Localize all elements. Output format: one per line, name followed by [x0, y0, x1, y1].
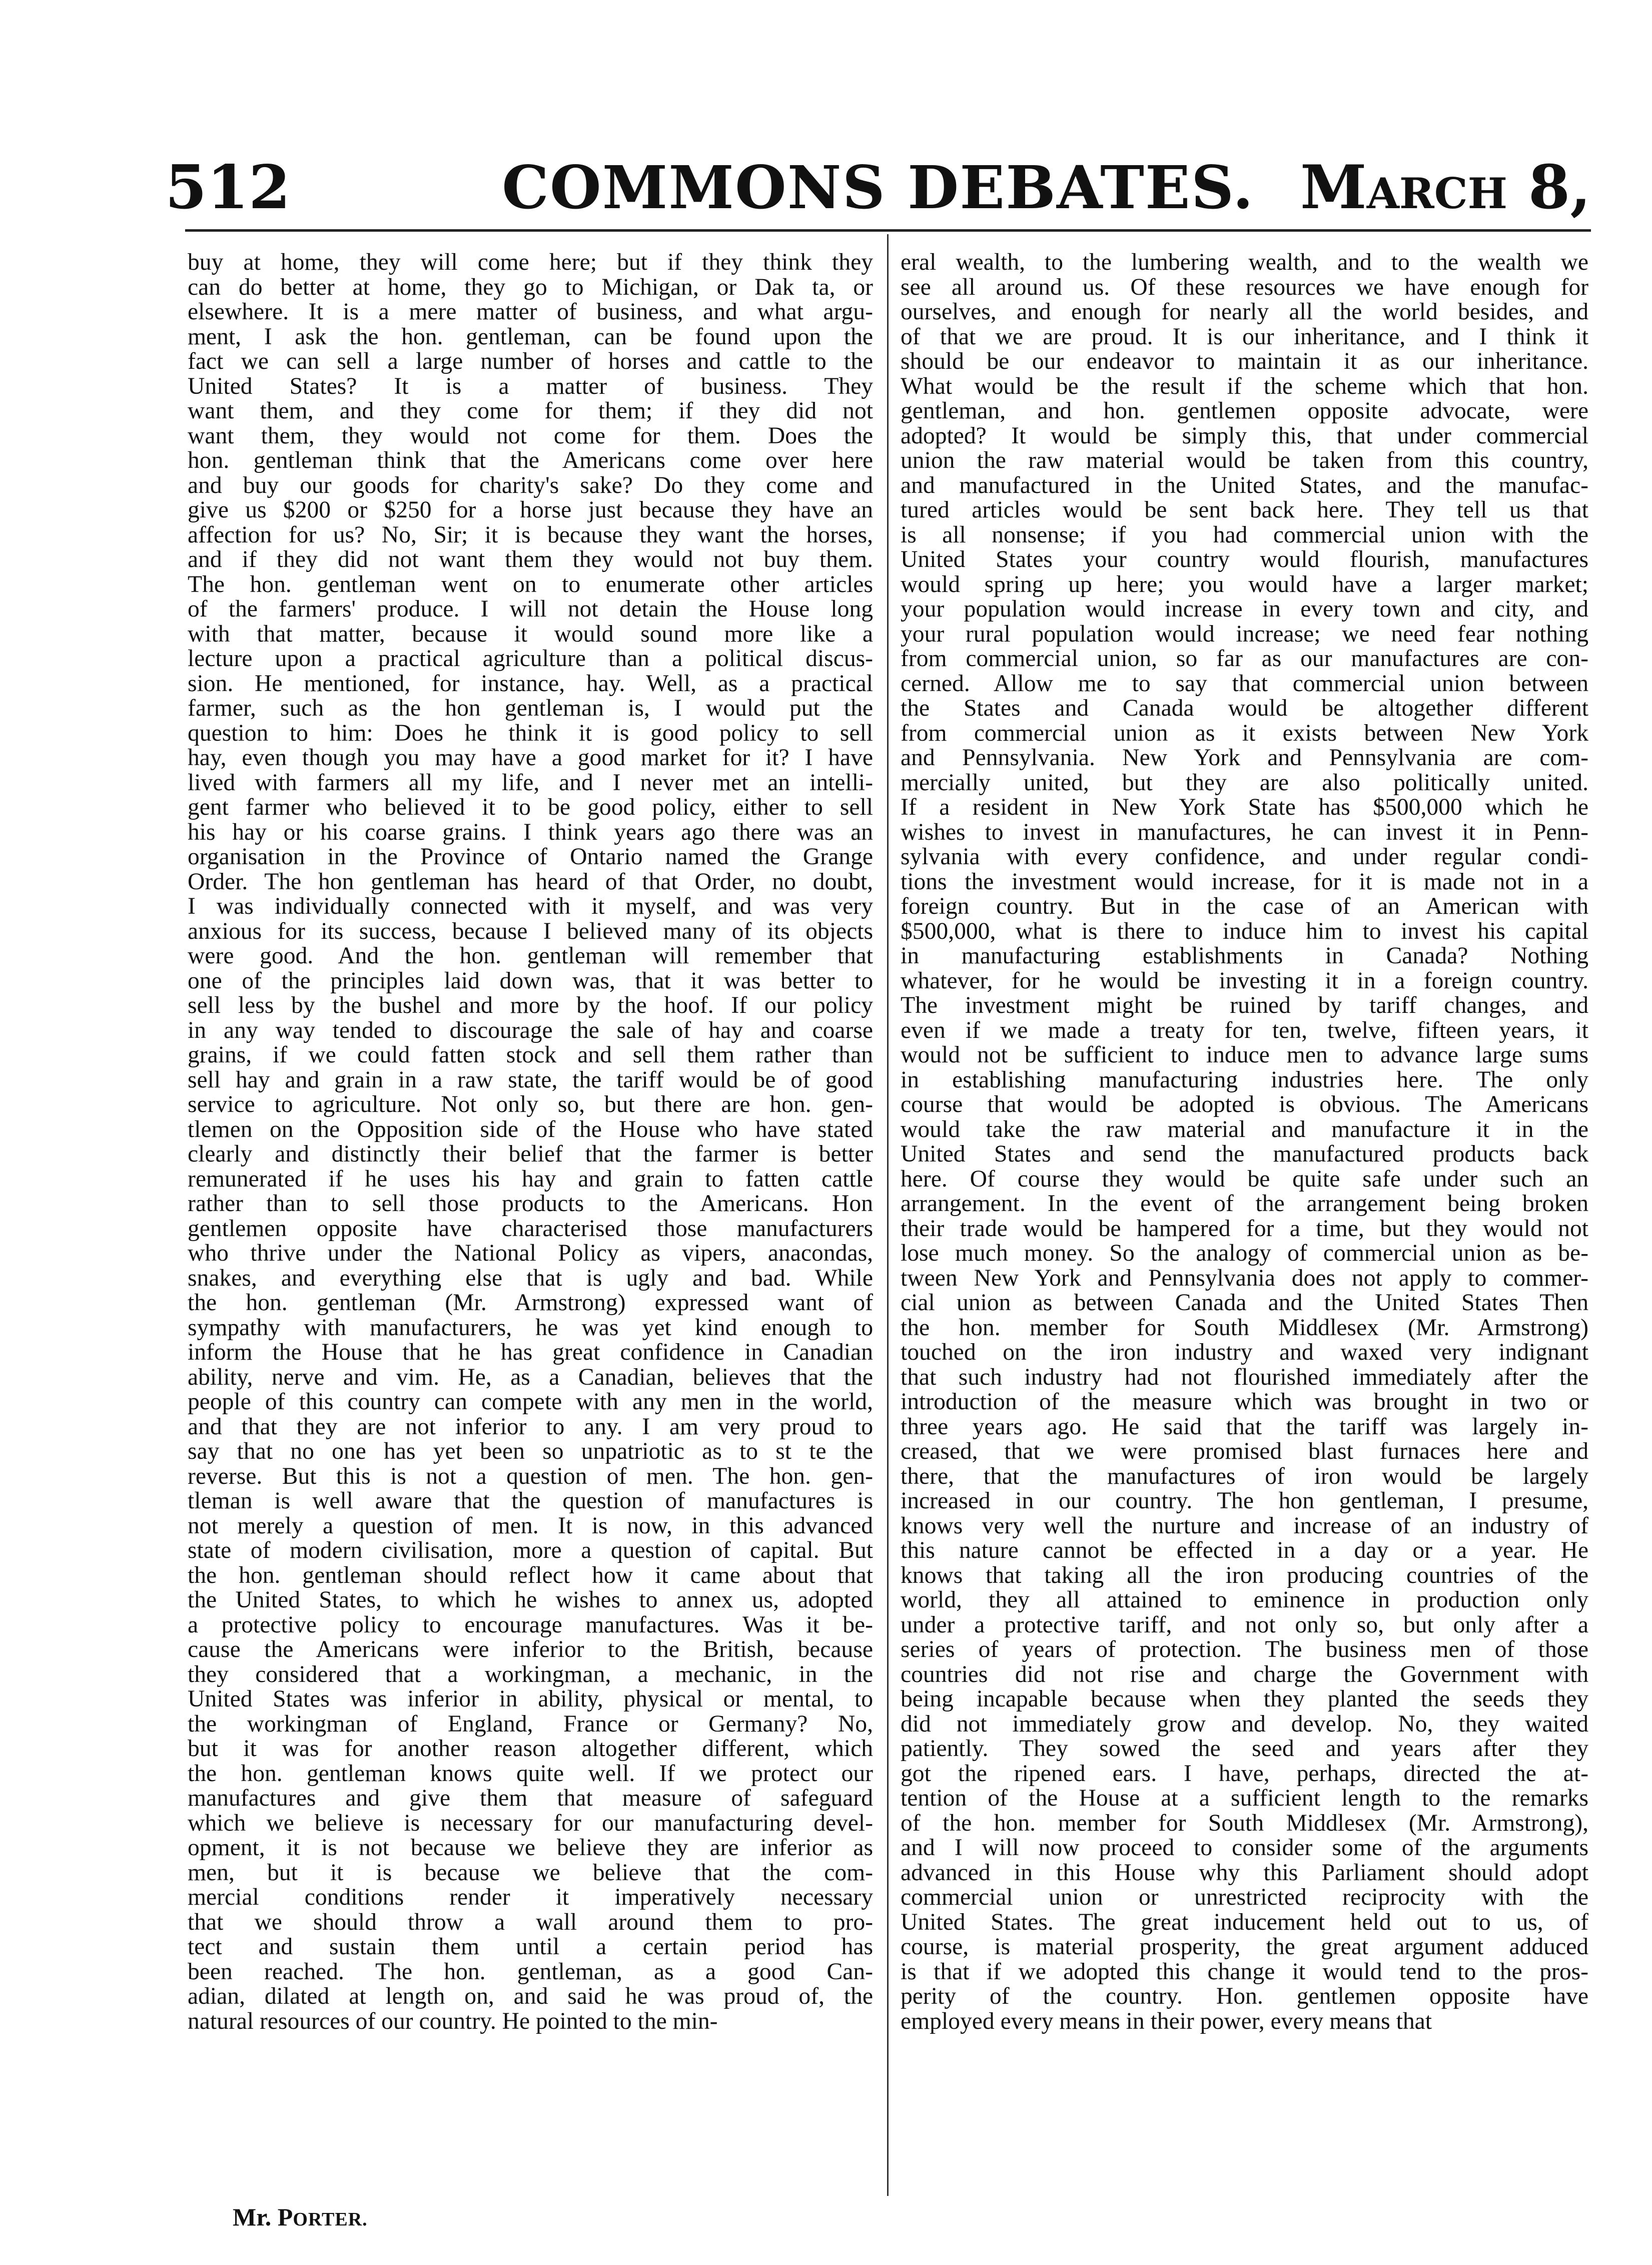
text-line: adian, dilated at length on, and said he was proud of, the — [188, 1984, 873, 2009]
text-line: arrangement. In the event of the arrangement being broken — [901, 1192, 1588, 1217]
text-line: gent farmer who believed it to be good policy, either to sell — [188, 795, 873, 820]
speaker-footer — [233, 2202, 368, 2234]
text-line: union the raw material would be taken from this country, — [901, 448, 1588, 473]
speaker-name-rest: ORTER. — [293, 2209, 368, 2230]
text-line: this nature cannot be effected in a day or a year. He — [901, 1538, 1588, 1563]
text-line: give us $200 or $250 for a horse just because they have an — [188, 498, 873, 523]
text-line: want them, and they come for them; if they did not — [188, 399, 873, 424]
text-line: lecture upon a practical agriculture than a political discus- — [188, 647, 873, 672]
text-line: and manufactured in the United States, and the manufac- — [901, 473, 1588, 498]
text-line: the hon. gentleman should reflect how it came about that — [188, 1563, 873, 1588]
text-line: perity of the country. Hon. gentlemen opposite have — [901, 1984, 1588, 2009]
text-line: eral wealth, to the lumbering wealth, and to the wealth we — [901, 250, 1588, 275]
text-line: sylvania with every confidence, and under regular condi- — [901, 845, 1588, 870]
text-line: tions the investment would increase, for it is made not in a — [901, 869, 1588, 894]
text-line: natural resources of our country. He pointed to the min- — [188, 2009, 718, 2034]
text-line: of the hon. member for South Middlesex (Mr. Armstrong), — [901, 1811, 1588, 1836]
text-line: reverse. But this is not a question of men. The hon. gen- — [188, 1464, 873, 1489]
text-line: tleman is well aware that the question of manufactures is — [188, 1489, 873, 1514]
text-line: farmer, such as the hon gentleman is, I would put the — [188, 696, 873, 721]
text-line: hon. gentleman think that the Americans come over here — [188, 448, 873, 473]
text-line: ment, I ask the hon. gentleman, can be found upon the — [188, 324, 873, 349]
date-initial: M — [1300, 152, 1367, 223]
text-line: that we should throw a wall around them to pro- — [188, 1910, 873, 1935]
text-line: tention of the House at a sufficient length to the remarks — [901, 1786, 1588, 1811]
text-line: the hon. gentleman (Mr. Armstrong) expressed want of — [188, 1291, 873, 1316]
text-line: the workingman of England, France or Germany? No, — [188, 1712, 873, 1737]
text-line: your rural population would increase; we need fear nothing — [901, 622, 1588, 647]
text-line: United States your country would flourish, manufactures — [901, 547, 1588, 573]
text-line: employed every means in their power, every means that — [901, 2009, 1432, 2034]
text-line: series of years of protection. The business men of those — [901, 1637, 1588, 1662]
text-line: which we believe is necessary for our manufacturing devel- — [188, 1811, 873, 1836]
text-line: anxious for its success, because I believed many of its objects — [188, 919, 873, 944]
text-line: and that they are not inferior to any. I am very proud to — [188, 1414, 873, 1439]
text-line: and Pennsylvania. New York and Pennsylvania are com- — [901, 746, 1588, 771]
text-line: the United States, to which he wishes to annex us, adopted — [188, 1588, 873, 1613]
text-line: lived with farmers all my life, and I never met an intelli- — [188, 770, 873, 795]
text-line: countries did not rise and charge the Government with — [901, 1662, 1588, 1687]
text-line: What would be the result if the scheme which that hon. — [901, 374, 1588, 399]
text-line: the hon. member for South Middlesex (Mr. Armstrong) — [901, 1315, 1588, 1340]
text-line: commercial union or unrestricted reciprocity with the — [901, 1885, 1588, 1910]
text-line: grains, if we could fatten stock and sell them rather than — [188, 1043, 873, 1068]
speaker-initial: Mr. P — [233, 2203, 293, 2231]
text-line: whatever, for he would be investing it in a foreign country. — [901, 968, 1588, 993]
text-line: sell less by the bushel and more by the hoof. If our policy — [188, 993, 873, 1018]
text-line: tween New York and Pennsylvania does not apply to commer- — [901, 1266, 1588, 1291]
text-line: three years ago. He said that the tariff was largely in- — [901, 1414, 1588, 1439]
text-line: is that if we adopted this change it would tend to the pros- — [901, 1959, 1588, 1984]
text-line: being incapable because when they planted the seeds they — [901, 1687, 1588, 1712]
text-line: United States and send the manufactured products back — [901, 1142, 1588, 1167]
text-line: even if we made a treaty for ten, twelve, fifteen years, it — [901, 1018, 1588, 1043]
text-line: mercial conditions render it imperatively necessary — [188, 1885, 873, 1910]
text-line: cerned. Allow me to say that commercial union between — [901, 671, 1588, 696]
text-line: sion. He mentioned, for instance, hay. Well, as a practical — [188, 671, 873, 696]
text-line: and I will now proceed to consider some of the arguments — [901, 1836, 1588, 1861]
text-line: a protective policy to encourage manufactures. Was it be- — [188, 1612, 873, 1637]
text-line: question to him: Does he think it is good policy to sell — [188, 721, 873, 746]
text-line: The hon. gentleman went on to enumerate other articles — [188, 572, 873, 597]
text-line: the hon. gentleman knows quite well. If we protect our — [188, 1761, 873, 1786]
text-line: knows very well the nurture and increase of an industry of — [901, 1513, 1588, 1538]
text-line: remunerated if he uses his hay and grain to fatten cattle — [188, 1167, 873, 1192]
text-line: here. Of course they would be quite safe under such an — [901, 1167, 1588, 1192]
text-line: gentleman, and hon. gentlemen opposite advocate, were — [901, 399, 1588, 424]
text-line: one of the principles laid down was, that it was better to — [188, 968, 873, 993]
text-line: were good. And the hon. gentleman will remember that — [188, 944, 873, 969]
text-line: world, they all attained to eminence in production only — [901, 1588, 1588, 1613]
text-line: tect and sustain them until a certain period has — [188, 1935, 873, 1960]
header-date — [1300, 150, 1591, 231]
text-line: foreign country. But in the case of an American with — [901, 894, 1588, 919]
text-line: course, is material prosperity, the great argument adduced — [901, 1935, 1588, 1960]
text-line: in establishing manufacturing industries here. The only — [901, 1067, 1588, 1092]
text-line: of that we are proud. It is our inheritance, and I think it — [901, 324, 1588, 349]
text-line: not merely a question of men. It is now, in this advanced — [188, 1513, 873, 1538]
text-line: course that would be adopted is obvious. The Americans — [901, 1092, 1588, 1117]
text-line: that such industry had not flourished immediately after the — [901, 1365, 1588, 1390]
text-line: Order. The hon gentleman has heard of that Order, no doubt, — [188, 869, 873, 894]
text-line: gentlemen opposite have characterised those manufacturers — [188, 1216, 873, 1241]
text-line: people of this country can compete with any men in the world, — [188, 1390, 873, 1415]
text-line: sympathy with manufacturers, he was yet kind enough to — [188, 1315, 873, 1340]
right-column — [901, 250, 1588, 2034]
text-line: but it was for another reason altogether different, which — [188, 1737, 873, 1762]
text-line: cause the Americans were inferior to the British, because — [188, 1637, 873, 1662]
text-line: his hay or his coarse grains. I think years ago there was an — [188, 820, 873, 845]
text-line: United States was inferior in ability, physical or mental, to — [188, 1687, 873, 1712]
text-line: should be our endeavor to maintain it as our inheritance. — [901, 349, 1588, 374]
text-line: wishes to invest in manufactures, he can invest it in Penn- — [901, 820, 1588, 845]
text-line: knows that taking all the iron producing countries of the — [901, 1563, 1588, 1588]
text-line: see all around us. Of these resources we have enough for — [901, 275, 1588, 300]
text-line: increased in our country. The hon gentleman, I presume, — [901, 1489, 1588, 1514]
text-line: creased, that we were promised blast furnaces here and — [901, 1439, 1588, 1464]
text-line: inform the House that he has great confidence in Canadian — [188, 1340, 873, 1365]
text-line: your population would increase in every town and city, and — [901, 597, 1588, 622]
header-rule — [185, 229, 1591, 232]
text-line: adopted? It would be simply this, that under commercial — [901, 423, 1588, 448]
text-line: opment, it is not because we believe they are inferior as — [188, 1836, 873, 1861]
text-line: rather than to sell those products to the Americans. Hon — [188, 1192, 873, 1217]
column-divider — [887, 234, 889, 2196]
left-column — [188, 250, 873, 2034]
text-line: would take the raw material and manufacture it in the — [901, 1117, 1588, 1142]
text-line: and if they did not want them they would not buy them. — [188, 547, 873, 573]
text-line: there, that the manufactures of iron would be largely — [901, 1464, 1588, 1489]
text-line: say that no one has yet been so unpatriotic as to st te the — [188, 1439, 873, 1464]
text-line: I was individually connected with it myself, and was very — [188, 894, 873, 919]
text-line: their trade would be hampered for a time, but they would not — [901, 1216, 1588, 1241]
text-line: got the ripened ears. I have, perhaps, directed the at- — [901, 1761, 1588, 1786]
text-line: elsewhere. It is a mere matter of business, and what argu- — [188, 300, 873, 325]
text-line: did not immediately grow and develop. No, they waited — [901, 1712, 1588, 1737]
text-line: in any way tended to discourage the sale of hay and coarse — [188, 1018, 873, 1043]
text-line: who thrive under the National Policy as vipers, anacondas, — [188, 1241, 873, 1266]
text-line: cial union as between Canada and the United States Then — [901, 1291, 1588, 1316]
text-line: and buy our goods for charity's sake? Do they come and — [188, 473, 873, 498]
text-line: touched on the iron industry and waxed very indignant — [901, 1340, 1588, 1365]
text-line: mercially united, but they are also politically united. — [901, 770, 1588, 795]
text-line: United States? It is a matter of business. They — [188, 374, 873, 399]
text-line: organisation in the Province of Ontario named the Grange — [188, 845, 873, 870]
text-line: introduction of the measure which was brought in two or — [901, 1390, 1588, 1415]
text-line: affection for us? No, Sir; it is because they want the horses, — [188, 522, 873, 547]
text-line: buy at home, they will come here; but if they think they — [188, 250, 873, 275]
text-line: fact we can sell a large number of horses and cattle to the — [188, 349, 873, 374]
text-line: tured articles would be sent back here. They tell us that — [901, 498, 1588, 523]
text-line: hay, even though you may have a good market for it? I have — [188, 746, 873, 771]
text-line: patiently. They sowed the seed and years after they — [901, 1737, 1588, 1762]
text-line: is all nonsense; if you had commercial union with the — [901, 522, 1588, 547]
text-line: with that matter, because it would sound more like a — [188, 622, 873, 647]
text-line: lose much money. So the analogy of commercial union as be- — [901, 1241, 1588, 1266]
text-line: service to agriculture. Not only so, but there are hon. gen- — [188, 1092, 873, 1117]
text-line: would spring up here; you would have a larger market; — [901, 572, 1588, 597]
text-line: $500,000, what is there to induce him to invest his capital — [901, 919, 1588, 944]
text-line: in manufacturing establishments in Canada? Nothing — [901, 944, 1588, 969]
text-line: ourselves, and enough for nearly all the world besides, and — [901, 300, 1588, 325]
text-line: state of modern civilisation, more a question of capital. But — [188, 1538, 873, 1563]
text-line: can do better at home, they go to Michigan, or Dak ta, or — [188, 275, 873, 300]
text-line: United States. The great inducement held out to us, of — [901, 1910, 1588, 1935]
text-line: want them, they would not come for them. Does the — [188, 423, 873, 448]
text-line: ability, nerve and vim. He, as a Canadian, believes that the — [188, 1365, 873, 1390]
text-line: men, but it is because we believe that the com- — [188, 1860, 873, 1885]
text-line: they considered that a workingman, a mechanic, in the — [188, 1662, 873, 1687]
text-line: the States and Canada would be altogether different — [901, 696, 1588, 721]
text-line: tlemen on the Opposition side of the House who have stated — [188, 1117, 873, 1142]
text-line: would not be sufficient to induce men to advance large sums — [901, 1043, 1588, 1068]
running-title: COMMONS DEBATES. — [502, 153, 1254, 222]
text-line: sell hay and grain in a raw state, the tariff would be of good — [188, 1067, 873, 1092]
text-line: under a protective tariff, and not only so, but only after a — [901, 1612, 1588, 1637]
text-line: advanced in this House why this Parliament should adopt — [901, 1860, 1588, 1885]
text-line: clearly and distinctly their belief that the farmer is better — [188, 1142, 873, 1167]
date-day: 8, — [1528, 152, 1591, 223]
text-line: been reached. The hon. gentleman, as a good Can- — [188, 1959, 873, 1984]
text-line: from commercial union as it exists between New York — [901, 721, 1588, 746]
page-number: 512 — [165, 152, 291, 223]
text-line: from commercial union, so far as our manufactures are con- — [901, 647, 1588, 672]
text-line: snakes, and everything else that is ugly and bad. While — [188, 1266, 873, 1291]
page-header — [165, 150, 1591, 230]
text-line: The investment might be ruined by tariff changes, and — [901, 993, 1588, 1018]
text-line: manufactures and give them that measure of safeguard — [188, 1786, 873, 1811]
text-line: of the farmers' produce. I will not detain the House long — [188, 597, 873, 622]
text-line: If a resident in New York State has $500,000 which he — [901, 795, 1588, 820]
date-month-rest: ARCH — [1366, 169, 1507, 218]
